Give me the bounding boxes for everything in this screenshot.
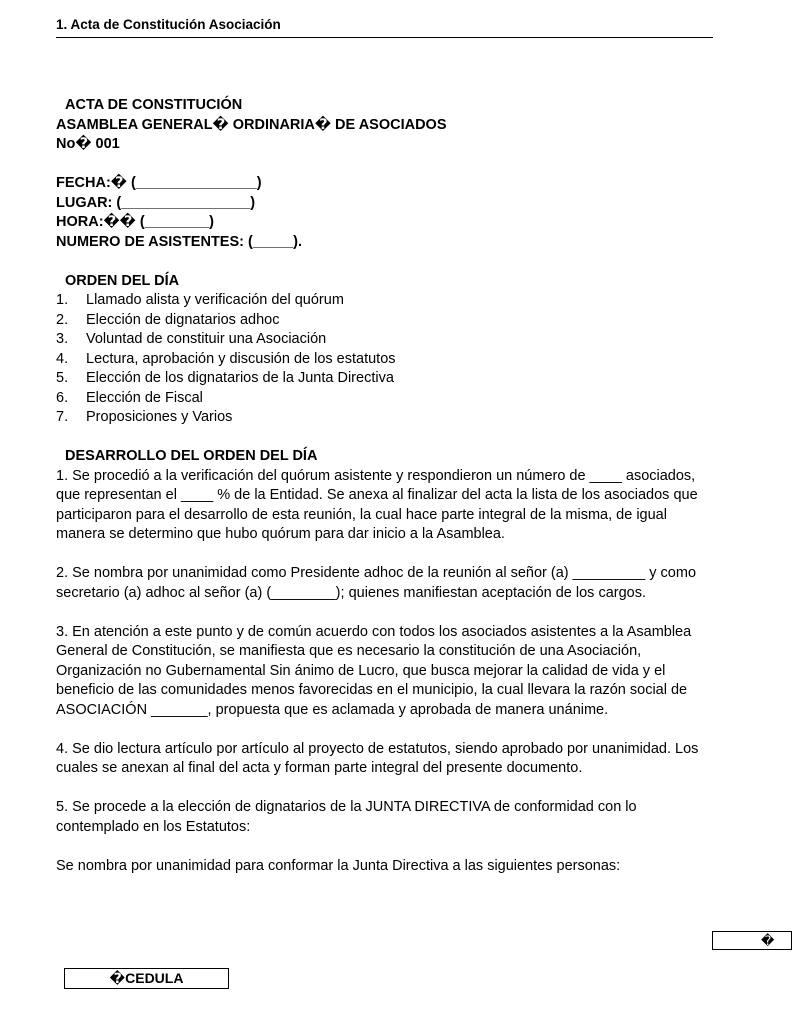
list-item-number: 1. [56, 292, 69, 308]
list-item [56, 311, 716, 331]
paragraph-presidente: 2. Se nombra por unanimidad como Presidente adhoc de la reunión al señor (a) _________ y como secretario (a) adhoc al señor (a) (________); quienes manifiestan aceptación de los cargos. [56, 565, 697, 601]
list-item [56, 350, 716, 370]
list-item-text: Llamado alista y verificación del quórum [86, 292, 344, 308]
paragraph-nombramiento: Se nombra por unanimidad para conformar la Junta Directiva a las siguientes personas: [56, 857, 621, 874]
paragraph-constitucion: 3. En atención a este punto y de común acuerdo con todos los asociados asistentes a la Asamblea General de Constitución, se manifiesta que es necesario la constitución de una Asociación, Organización no Gubernamental Sin ánimo de Lucro, que busca mejorar la calidad de vida y el beneficio de las comunidades menos favorecidas en el municipio, la cual llevara la razón social de ASOCIACIÓN _______, propuesta que es aclamada y aprobada de manera unánime. [56, 623, 692, 718]
agenda-list [56, 291, 716, 428]
list-item [56, 389, 716, 409]
list-item-text: Lectura, aprobación y discusión de los estatutos [86, 350, 396, 367]
agenda-title: ORDEN DEL DÍA [65, 272, 180, 289]
list-item-text: Proposiciones y Varios [86, 409, 233, 425]
list-item-text: Elección de dignatarios adhoc [86, 311, 280, 328]
list-item-text: Elección de Fiscal [86, 389, 203, 406]
header-title: 1. Acta de Constitución Asociación [56, 17, 281, 32]
asamblea-title: ASAMBLEA GENERAL� ORDINARIA� DE ASOCIADOS [56, 116, 447, 133]
desarrollo-title: DESARROLLO DEL ORDEN DEL DÍA [65, 448, 318, 464]
acta-title: ACTA DE CONSTITUCIÓN [65, 97, 243, 113]
paragraph-junta: 5. Se procede a la elección de dignatarios de la JUNTA DIRECTIVA de conformidad con lo contemplado en los Estatutos: [56, 799, 637, 835]
acta-number: No� 001 [56, 136, 120, 152]
list-item-number: 3. [56, 331, 69, 347]
cedula-header-label: �CEDULA [109, 970, 184, 986]
list-item-number: 4. [56, 350, 69, 367]
asistentes-field: NUMERO DE ASISTENTES: (_____). [56, 233, 303, 250]
table-cell-glyph: � [761, 933, 775, 948]
list-item-number: 2. [56, 311, 69, 328]
list-item-number: 7. [56, 409, 69, 425]
fecha-field: FECHA:� (_______________) [56, 175, 262, 191]
list-item [56, 330, 716, 350]
paragraph-quorum: 1. Se procedió a la verificación del quórum asistente y respondieron un número de ____ asociados, que representan el ____ % de la Entidad. Se anexa al finalizar del acta la lista de los asociados que participaron para el desarrollo de esta reunión, la cual hace parte integral de la misma, de igual manera se determino que hubo quórum para dar inicio a la Asamblea. [56, 467, 698, 542]
table-cell-right [712, 931, 792, 950]
document-body [56, 96, 716, 896]
list-item-text: Elección de los dignatarios de la Junta Directiva [86, 370, 394, 386]
hora-field: HORA:�� (________) [56, 214, 215, 230]
list-item-number: 5. [56, 370, 69, 386]
list-item [56, 291, 716, 311]
list-item [56, 408, 716, 428]
list-item-number: 6. [56, 389, 69, 406]
document-header [56, 16, 713, 38]
list-item [56, 369, 716, 389]
lugar-field: LUGAR: (________________) [56, 194, 256, 211]
list-item-text: Voluntad de constituir una Asociación [86, 331, 327, 347]
cedula-header-cell [64, 968, 229, 989]
paragraph-estatutos: 4. Se dio lectura artículo por artículo al proyecto de estatutos, siendo aprobado por unanimidad. Los cuales se anexan al final del acta y forman parte integral del presente documento. [56, 740, 699, 776]
